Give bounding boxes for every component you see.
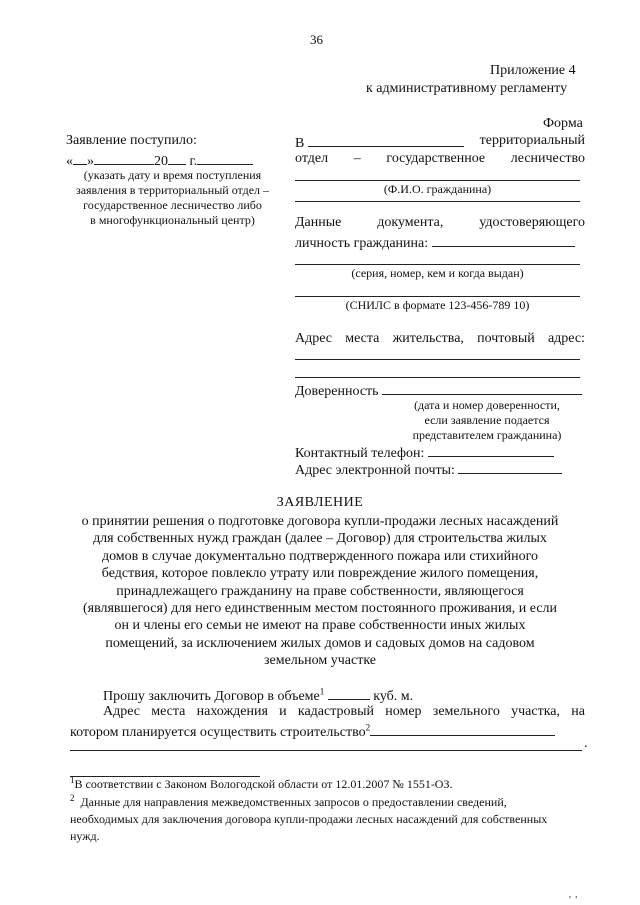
- proxy-label: Доверенность: [295, 384, 379, 399]
- email-field[interactable]: [458, 460, 562, 474]
- email-line: [295, 460, 562, 479]
- received-note-line: заявления в территориальный отдел –: [75, 183, 270, 197]
- statement-line: он и члены его семьи не имеют на праве собственности иных жилых: [114, 618, 526, 634]
- request-unit: куб. м.: [373, 689, 414, 704]
- statement-line: бедствия, которое повлекло утрату или повреждение жилого помещения,: [101, 566, 539, 582]
- footnote-2-line: необходимых для заключения договора купли-продажи лесных насаждений для собственных: [70, 812, 548, 826]
- location-label: котором планируется осуществить строительство: [70, 725, 366, 740]
- footnote-2: [70, 794, 590, 845]
- location-field[interactable]: [370, 722, 555, 736]
- proxy-note-line: представителем гражданина): [412, 428, 562, 442]
- request-footnote-mark: 1: [319, 686, 325, 697]
- proxy-field[interactable]: [382, 381, 582, 395]
- footnote-2-line: [70, 794, 590, 811]
- statement-line: помещений, за исключением жилых домов и садовых домов на садовом: [105, 635, 535, 651]
- request-line: [103, 686, 413, 705]
- statement-line: домов в случае документально подтвержденного пожара или стихийного: [101, 548, 539, 564]
- month-field[interactable]: [94, 151, 154, 165]
- addressee-word: государственное: [386, 151, 486, 166]
- footnote-2-mark: 2: [70, 793, 75, 803]
- location-word: нахождения: [196, 704, 268, 719]
- footnote-1-text: В соответствии с Законом Вологодской области от 12.01.2007 № 1551-ОЗ.: [74, 777, 453, 791]
- location-word: места: [151, 704, 186, 719]
- location-word: земельного: [432, 704, 500, 719]
- address-field-1[interactable]: [295, 359, 580, 360]
- statement-title: ЗАЯВЛЕНИЕ: [276, 495, 364, 510]
- phone-label: Контактный телефон:: [295, 446, 425, 461]
- statement-line: о принятии решения о подготовке договора купли-продажи лесных насаждений: [81, 514, 559, 529]
- identity-caption: (серия, номер, кем и когда выдан): [351, 266, 524, 280]
- location-line2: [70, 722, 555, 741]
- identity-line1: [295, 215, 585, 231]
- identity-label: личность гражданина:: [295, 236, 429, 251]
- location-word: на: [571, 704, 585, 719]
- address-word: Адрес: [295, 331, 333, 346]
- location-line1: [103, 704, 585, 720]
- addressee-line2: [295, 151, 585, 167]
- time-field[interactable]: [197, 151, 253, 165]
- day-field[interactable]: [73, 151, 87, 165]
- snils-caption: (СНИЛС в формате 123-456-789 10): [345, 298, 530, 312]
- received-label: Заявление поступило:: [66, 133, 197, 148]
- addressee-word: лесничество: [510, 151, 585, 166]
- addressee-suffix: территориальный: [479, 133, 585, 148]
- footnote-2-text: Данные для направления межведомственных запросов о предоставлении сведений,: [80, 795, 507, 809]
- identity-line2: [295, 233, 575, 252]
- location-end-dot: .: [584, 736, 588, 751]
- address-word: места: [345, 331, 380, 346]
- received-note-line: (указать дату и время поступления: [83, 168, 262, 182]
- addressee-line1: [295, 133, 585, 152]
- identity-word: Данные: [295, 215, 342, 230]
- statement-line: для собственных нужд граждан (далее – Договор) для строительства жилых: [93, 531, 547, 547]
- year-prefix: 20: [154, 154, 168, 169]
- year-suffix: г.: [189, 154, 198, 169]
- identity-field-2[interactable]: [295, 264, 580, 265]
- location-footnote-mark: 2: [365, 722, 371, 733]
- corner-marks: ‚ ‚: [568, 888, 579, 900]
- footnote-1: [70, 777, 453, 792]
- statement-line: принадлежащего гражданину на праве собственности, являющегося: [116, 583, 524, 599]
- addressee-word: –: [353, 151, 361, 166]
- fio-field[interactable]: [295, 180, 580, 181]
- email-label: Адрес электронной почты:: [295, 463, 455, 478]
- phone-field[interactable]: [428, 443, 554, 457]
- identity-word: документа,: [377, 215, 444, 230]
- year-field[interactable]: [168, 151, 186, 165]
- statement-line: (являвшегося) для него единственным местом постоянного проживания, и если: [82, 601, 558, 617]
- location-word: номер: [385, 704, 422, 719]
- received-note-line: в многофункциональный центр): [90, 213, 255, 227]
- received-note: [60, 168, 285, 228]
- identity-field[interactable]: [432, 233, 575, 247]
- location-word: участка,: [511, 704, 560, 719]
- fio-caption: (Ф.И.О. гражданина): [383, 182, 492, 196]
- received-note-line: государственное лесничество либо: [83, 198, 262, 212]
- date-open-quote: «: [66, 154, 73, 169]
- footnote-2-line: нужд.: [70, 829, 100, 843]
- date-close-quote: »: [87, 154, 94, 169]
- address-word: жительства,: [392, 331, 464, 346]
- proxy-note: [392, 398, 582, 443]
- addressee-word: отдел: [295, 151, 329, 166]
- address-word: почтовый: [477, 331, 535, 346]
- department-field[interactable]: [308, 133, 464, 147]
- location-word: кадастровый: [297, 704, 375, 719]
- request-text: Прошу заключить Договор в объеме: [103, 689, 320, 704]
- proxy-note-line: если заявление подается: [424, 413, 550, 427]
- location-field-2[interactable]: [70, 750, 582, 751]
- location-word: Адрес: [103, 704, 141, 719]
- fio-field-2[interactable]: [295, 201, 580, 202]
- identity-word: удостоверяющего: [479, 215, 585, 230]
- statement-body: [40, 513, 600, 670]
- form-label: Форма: [543, 116, 583, 131]
- address-word: адрес:: [547, 331, 585, 346]
- appendix-title: Приложение 4: [490, 63, 576, 78]
- addressee-prefix: В: [295, 136, 305, 151]
- proxy-note-line: (дата и номер доверенности,: [414, 398, 560, 412]
- statement-line: земельном участке: [263, 653, 377, 669]
- location-word: и: [279, 704, 287, 719]
- volume-field[interactable]: [328, 686, 370, 700]
- address-label: [295, 331, 585, 347]
- snils-field[interactable]: [295, 296, 580, 297]
- address-field-2[interactable]: [295, 377, 580, 378]
- page-number: 36: [310, 32, 323, 47]
- footnote-1-mark: 1: [70, 775, 75, 785]
- appendix-subtitle: к административному регламенту: [366, 81, 568, 96]
